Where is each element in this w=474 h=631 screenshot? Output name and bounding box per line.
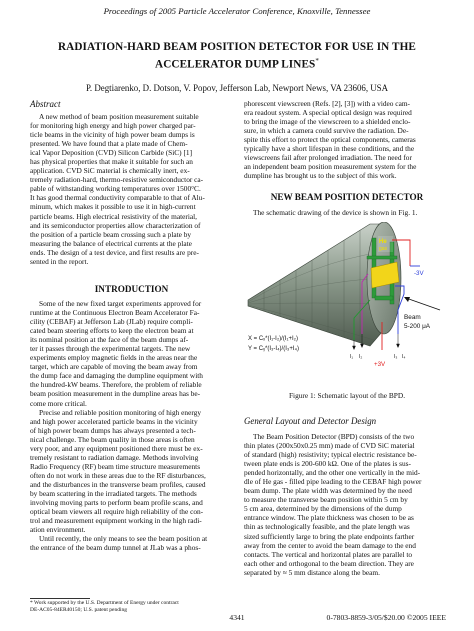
introduction-line: Some of the new fixed target experiments approved for [39,299,202,308]
general-layout-line: The Beam Position Detector (BPD) consists of the two [253,432,415,441]
footnote-line: * Work supported by the U.S. Department of Energy under contract [30,600,179,606]
general-layout-line: away from the center to avoid the beam damage to the end [244,540,416,550]
introduction-line: ter it passes through the experimental targets. The new [30,344,191,354]
figure-caption: Figure 1: Schematic layout of the BPD. [288,391,406,400]
introduction-line: of high power beam dumps has always presented a tech- [30,425,196,435]
i3-label: I₃ [394,354,398,360]
title-footnote-marker: * [315,57,319,65]
introduction-line: tremely resistant to radiation damage. Methods involving [30,452,199,462]
general-layout-line: contacts. The vertical and horizontal plates are parallel to [244,549,413,559]
i4-label: I₄ [402,354,406,360]
introduction-line: target, which are capable of moving the beam away from [30,362,198,372]
introduction-line: the dump face and damaging the dumpline equipment with [30,371,203,381]
abstract-line: and its semiconductor properties allow characterization of [30,220,201,230]
general-layout-line: beam dump. The plate width was determined by the need [244,486,412,496]
beam-current-label: 5-200 μA [404,323,431,330]
introduction-line: Radio Frequency (RF) beam time structure measurements [30,461,201,471]
introduction-line: very poor, and any equipment positioned there must be ex- [30,443,203,453]
title-line-2 [20,54,454,72]
introduction-line: cility (CEBAF) at Jefferson Lab (JLab) require compli- [30,317,193,327]
general-layout-line: to measure the transverse beam position within 5 cm by [244,495,408,505]
general-layout-line: dle of He gas - filled pipe leading to the CEBAF high power [244,477,422,487]
he-label: He [379,239,387,245]
right-intro-line: spite this effort to protect the optical components, cameras [244,135,416,145]
introduction-line: optical beam viewers all require high reliability of the con- [30,507,204,517]
introduction-line: by beam scattering in the irradiated targets. The methods [30,488,197,498]
y-formula: Y = Cᵧ*(I₃-I₄)/(I₃+I₄) [248,346,299,352]
new-detector-intro-text: The schematic drawing of the device is shown in Fig. 1. [253,208,418,217]
figure-bpd-schematic [244,222,450,372]
gas-label: gas [379,246,388,252]
introduction-line: nical challenge. The beam quality in those areas is often [30,434,195,444]
introduction-line: and the disturbances in the transverse beam profiles, caused [30,479,206,489]
i2-label: I₂ [359,354,363,360]
footnote-rule [30,598,90,599]
general-layout-line: each other and orthogonal to the beam direction. They are [244,558,414,568]
beam-arrow [406,298,440,310]
introduction-line: its nominal position at the face of the beam dumps af- [30,335,189,345]
introduction-line: experiments employ magnetic fields in the areas near the [30,353,198,363]
abstract-line: tremely radiation-hard, thermo-resistive semiconductor ca- [30,175,204,185]
conference-header: Proceedings of 2005 Particle Accelerator Conference, Knoxville, Tennessee [103,6,371,16]
paper-title [20,40,454,72]
abstract-line: It has good thermal conductivity comparable to that of Alu- [30,193,205,203]
introduction-line: the entrance of the beam dump tunnel at JLab was a phos- [30,543,201,553]
introduction-line: Precise and reliable position monitoring of high energy [39,407,202,417]
right-intro-line: sure, in which a camera could survive the radiation. De- [244,126,409,136]
abstract-line: the position of a particle beam crossing such a plate by [30,229,192,239]
title-line-2-text: ACCELERATOR DUMP LINES [155,58,316,71]
introduction-line: come more critical. [30,398,87,408]
new-detector-intro [244,208,450,217]
right-intro-line: an independent beam position measurement system for the [244,162,417,172]
introduction-line: trol and measurement equipment working in the high radi- [30,516,202,526]
abstract-line: A new method of beam position measurement suitable [39,112,199,121]
authors: P. Degtiarenko, D. Dotson, V. Popov, Jefferson Lab, Newport News, VA 23606, USA [85,83,389,93]
title-line-1: RADIATION-HARD BEAM POSITION DETECTOR FOR USE IN THE [58,41,416,53]
general-layout-line: separated by ≈ 5 mm distance along the beam. [244,567,380,577]
isbn: 0-7803-8859-3/05/$20.00 ©2005 IEEE [326,613,446,622]
abstract-line: application. CVD SiC material is chemically inert, ex- [30,166,190,176]
introduction-line: involving moving parts to perform beam profile scans, and [30,498,203,508]
beam-label: Beam [404,314,421,321]
general-layout-line: thin plates (200x50x0.25 mm) made of CVD SiC material [244,441,415,451]
introduction-line: beam position measurement in the dumpline areas has be- [30,389,201,399]
abstract-line: presented. We have found that a plate made of Chem- [30,139,188,149]
general-layout-line: pended horizontally, and the other one vertically in the mid- [244,468,421,478]
general-layout-line: entrance window. The plate thickness was chosen to be as [244,513,414,523]
abstract-heading: Abstract [30,99,61,109]
abstract-line: pable of withstanding working temperatures over 1500°C. [30,184,201,194]
introduction-line: and high power accelerated particle beams in the vicinity [30,416,198,426]
general-layout-line: 5 cm area, determined by the dimensions of the dump [244,504,402,514]
introduction-line: the hundred-kW beams. Therefore, the problem of reliable [30,380,202,390]
general-layout-heading: General Layout and Detector Design [244,416,377,426]
right-intro-line: typically have a short lifespan in these conditions, and the [244,144,415,154]
general-layout-line: tween plate ends is 200-600 kΩ. One of the plates is sus- [244,459,411,469]
minus-3v-label: -3V [414,270,424,277]
introduction-line: Until recently, the only means to see the beam position at [39,534,208,544]
footnote-line: DE-AC05-84ER40150; U.S. patent pending [30,607,128,614]
general-layout-body [244,432,450,577]
introduction-body [30,299,233,552]
x-formula: X = Cₓ*(I₁-I₂)/(I₁+I₂) [248,336,299,342]
abstract-line: ends. The design of a test device, and first results are pre- [30,247,199,257]
introduction-line: ation environment. [30,525,86,535]
abstract-line: ical Vapor Deposition (CVD) Silicon Carbide (SiC) [1] [30,148,193,158]
abstract-line: minum, which makes it possible to use it in high-current [30,202,196,212]
introduction-line: cated beam steering efforts to keep the electron beam at [30,326,194,336]
abstract-line: measuring the balance of electrical currents at the plate [30,238,192,248]
right-intro-body [244,99,450,180]
general-layout-line: of standard (high) resistivity; typical electric resistance be- [244,450,417,460]
abstract-line: particle beams. High electrical resistivity of the material, [30,211,198,221]
abstract-line: sented in the report. [30,256,89,266]
i1-label: I₁ [350,354,354,360]
plus-3v-label: +3V [374,361,386,368]
general-layout-line: sized sufficiently large to bring the plate endpoints farther [244,531,415,541]
right-intro-line: era readout system. A special optical design was required [244,108,412,118]
introduction-line: runtime at the Continuous Electron Beam Accelerator Fa- [30,308,200,318]
new-detector-heading: NEW BEAM POSITION DETECTOR [270,192,424,202]
introduction-line: often do not work in these areas due to the RF disturbances, [30,470,206,480]
right-intro-line: to bring the image of the viewscreen to a shielded enclo- [244,117,411,127]
abstract-line: for monitoring high energy and high power charged par- [30,121,196,131]
abstract-body [30,112,233,266]
introduction-heading: INTRODUCTION [94,284,169,294]
abstract-line: ticle beams in the vicinity of high power beam dumps is [30,130,195,140]
general-layout-line: thin as technologically feasible, and the plate length was [244,522,410,532]
right-intro-line: phorescent viewscreen (Refs. [2], [3]) with a video cam- [244,99,410,108]
page-number: 4341 [229,613,245,622]
right-intro-line: viewscreens fail after prolonged irradiation. The need for [244,153,412,163]
abstract-line: has physical properties that make it suitable for such an [30,157,193,167]
right-intro-line: dumpline has brought us to the subject of this work. [244,171,397,181]
